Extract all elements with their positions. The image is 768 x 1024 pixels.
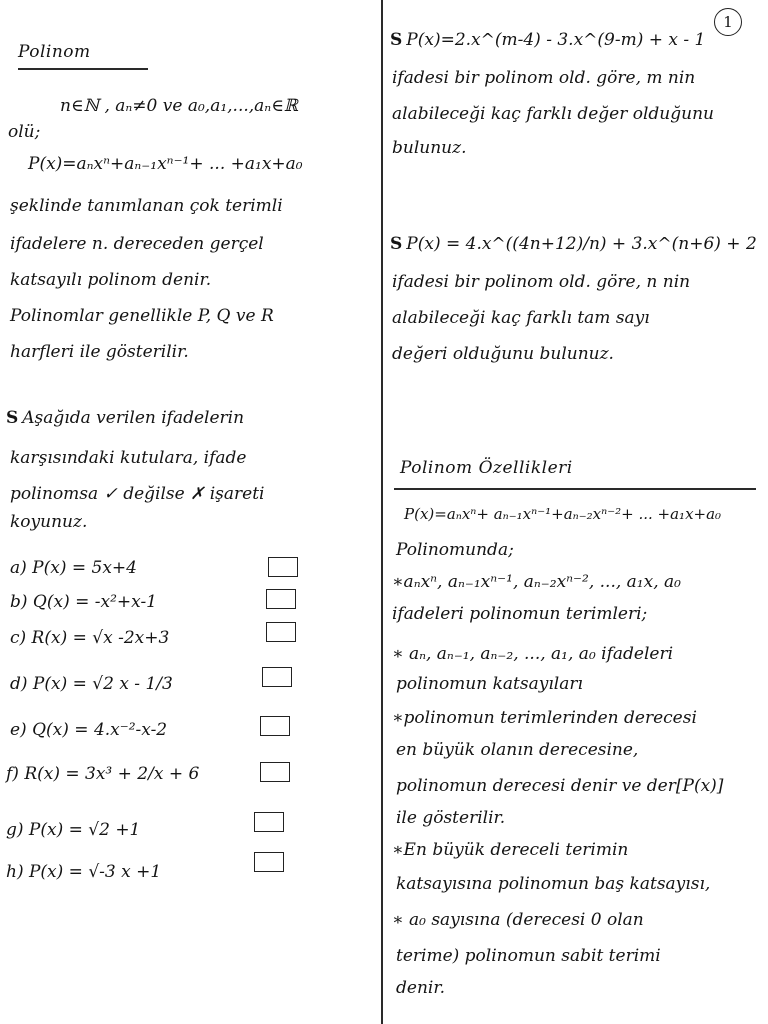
property-line: polinomun derecesi denir ve der[P(x)] xyxy=(396,776,724,796)
question-2-line: alabileceği kaç farklı tam sayı xyxy=(392,308,650,328)
property-line: polinomun katsayıları xyxy=(396,674,583,694)
answer-box-a[interactable] xyxy=(268,557,298,577)
property-line: ∗aₙxⁿ, aₙ₋₁xⁿ⁻¹, aₙ₋₂xⁿ⁻², ..., a₁x, a₀ xyxy=(392,572,681,592)
property-line: ile gösterilir. xyxy=(396,808,506,828)
title-underline xyxy=(18,68,148,70)
property-line: ∗ a₀ sayısına (derecesi 0 olan xyxy=(392,910,644,930)
question-2-line: ifadesi bir polinom old. göre, n nin xyxy=(392,272,691,292)
answer-box-h[interactable] xyxy=(254,852,284,872)
page-title: Polinom xyxy=(18,42,91,62)
definition-line: ifadelere n. dereceden gerçel xyxy=(10,234,264,254)
question-1-line: alabileceği kaç farklı değer olduğunu xyxy=(392,104,714,124)
option-a: a) P(x) = 5x+4 xyxy=(10,558,137,578)
question-1-line: ifadesi bir polinom old. göre, m nin xyxy=(392,68,696,88)
page-number: 1 xyxy=(714,8,742,36)
property-line: ∗ aₙ, aₙ₋₁, aₙ₋₂, ..., a₁, a₀ ifadeleri xyxy=(392,644,674,664)
question-text: Aşağıda verilen ifadelerin xyxy=(22,408,245,428)
answer-box-f[interactable] xyxy=(260,762,290,782)
answer-box-d[interactable] xyxy=(262,667,292,687)
intro-line-1: n∈ℕ , aₙ≠0 ve a₀,a₁,...,aₙ∈ℝ xyxy=(60,96,298,116)
property-line: ∗polinomun terimlerinden derecesi xyxy=(392,708,697,728)
question-mark-icon: S xyxy=(390,30,403,50)
formula-text: P(x)=2.x^(m-4) - 3.x^(9-m) + x - 1 xyxy=(406,30,706,50)
definition-line: katsayılı polinom denir. xyxy=(10,270,212,290)
answer-box-b[interactable] xyxy=(266,589,296,609)
property-line: katsayısına polinomun baş katsayısı, xyxy=(396,874,711,894)
option-e: e) Q(x) = 4.x⁻²-x-2 xyxy=(10,720,168,740)
formula-text: P(x) = 4.x^((4n+12)/n) + 3.x^(n+6) + 2 xyxy=(406,234,757,254)
answer-box-c[interactable] xyxy=(266,622,296,642)
option-h: h) P(x) = √-3 x +1 xyxy=(6,862,162,882)
question-1-line: bulunuz. xyxy=(392,138,467,158)
property-line: Polinomunda; xyxy=(396,540,514,560)
section-underline xyxy=(394,488,756,490)
answer-box-e[interactable] xyxy=(260,716,290,736)
answer-box-g[interactable] xyxy=(254,812,284,832)
property-line: ∗En büyük dereceli terimin xyxy=(392,840,629,860)
question-line: polinomsa ✓ değilse ✗ işareti xyxy=(10,484,265,504)
option-f: f) R(x) = 3x³ + 2/x + 6 xyxy=(6,764,200,784)
question-mark-icon: S xyxy=(390,234,403,254)
column-divider xyxy=(381,0,383,1024)
option-g: g) P(x) = √2 +1 xyxy=(6,820,141,840)
section-formula: P(x)=aₙxⁿ+ aₙ₋₁xⁿ⁻¹+aₙ₋₂xⁿ⁻²+ ... +a₁x+a₀ xyxy=(404,505,722,523)
property-line: en büyük olanın derecesine, xyxy=(396,740,639,760)
definition-line: şeklinde tanımlanan çok terimli xyxy=(10,196,283,216)
property-line: denir. xyxy=(396,978,445,998)
question-2-formula xyxy=(390,234,757,254)
question-line: karşısındaki kutulara, ifade xyxy=(10,448,247,468)
question-line xyxy=(6,408,244,428)
option-b: b) Q(x) = -x²+x-1 xyxy=(10,592,157,612)
property-line: terime) polinomun sabit terimi xyxy=(396,946,661,966)
question-2-line: değeri olduğunu bulunuz. xyxy=(392,344,614,364)
property-line: ifadeleri polinomun terimleri; xyxy=(392,604,648,624)
definition-line: Polinomlar genellikle P, Q ve R xyxy=(10,306,274,326)
polynomial-formula: P(x)=aₙxⁿ+aₙ₋₁xⁿ⁻¹+ ... +a₁x+a₀ xyxy=(28,154,303,174)
option-d: d) P(x) = √2 x - 1/3 xyxy=(10,674,173,694)
intro-line-2: olü; xyxy=(8,122,41,142)
definition-line: harfleri ile gösterilir. xyxy=(10,342,189,362)
question-1-formula xyxy=(390,30,705,50)
section-title: Polinom Özellikleri xyxy=(400,458,573,478)
question-line: koyunuz. xyxy=(10,512,88,532)
question-mark-icon: S xyxy=(6,408,19,428)
option-c: c) R(x) = √x -2x+3 xyxy=(10,628,170,648)
